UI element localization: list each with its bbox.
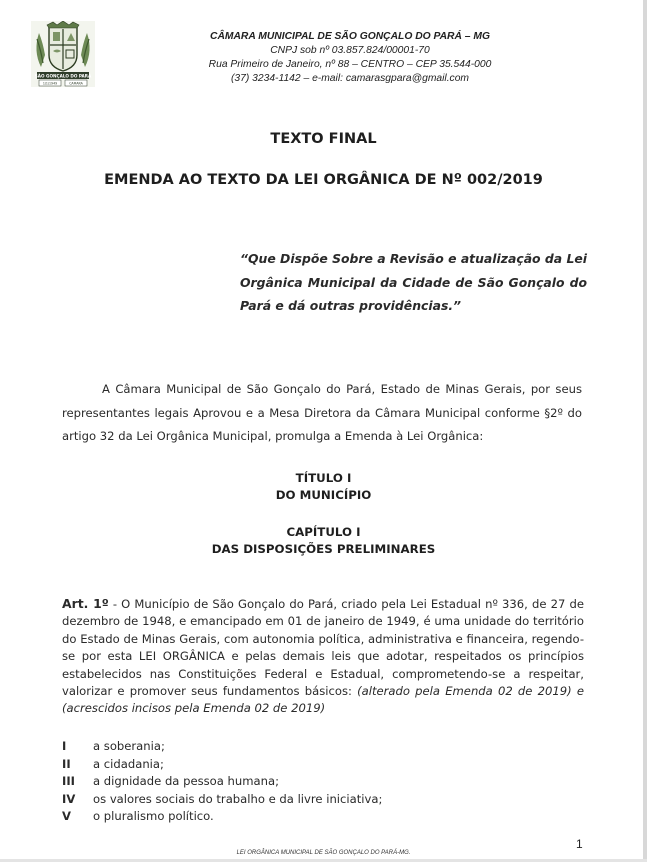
item-roman-numeral: V [62, 809, 71, 824]
page-right-edge [643, 0, 647, 862]
crest-date-right: CAMARA [69, 81, 83, 86]
title-heading [0, 470, 647, 504]
letterhead [150, 30, 550, 86]
item-text: os valores sociais do trabalho e da livre iniciativa; [93, 791, 383, 806]
item-roman-numeral: III [62, 774, 75, 789]
document-subtitle: EMENDA AO TEXTO DA LEI ORGÂNICA DE Nº 002/2019 [104, 172, 543, 188]
page-number: 1 [576, 837, 583, 851]
list-item [62, 773, 382, 791]
item-text: a dignidade da pessoa humana; [93, 774, 279, 789]
letterhead-cnpj: CNPJ sob nº 03.857.824/00001-70 [270, 45, 430, 56]
municipal-crest-logo [31, 21, 95, 87]
article-1-text: - O Município de São Gonçalo do Pará, criado pela Lei Estadual nº 336, de 27 de dezembro de 1948, e emancipado em 01 de janeiro de 1949, é uma unidade do território do Estado de Minas Gerais, com autonomia política, administrativa e financeira, regendo-se por esta LEI ORGÂNICA e pelas demais leis que adotar, respeitados os princípios estabelecidos nas Constituições Federal e Estadual, comprometendo-se a respeitar, valorizar e promover seus fundamentos básicos: [62, 597, 584, 699]
titulo-number: TÍTULO I [295, 471, 352, 485]
chapter-heading [0, 524, 647, 558]
list-item [62, 808, 382, 826]
crest-date-left: 1/1/1949 [42, 81, 58, 86]
letterhead-contact: (37) 3234-1142 – e-mail: camarasgpara@gmail.com [230, 73, 470, 84]
preamble-paragraph [62, 378, 582, 449]
article-1-items [62, 738, 382, 826]
crest-banner-text: SÃO GONÇALO DO PARÁ [34, 73, 92, 79]
document-title: TEXTO FINAL [270, 131, 377, 147]
list-item [62, 738, 382, 756]
list-item [62, 791, 382, 809]
item-roman-numeral: II [62, 756, 71, 771]
item-roman-numeral: IV [62, 791, 76, 806]
list-item [62, 756, 382, 774]
ementa-quote: “Que Dispõe Sobre a Revisão e atualização da Lei Orgânica Municipal da Cidade de São Gonçalo do Pará e dá outras providências.” [240, 251, 587, 313]
article-1-label: Art. 1º [62, 596, 109, 611]
preamble-text: A Câmara Municipal de São Gonçalo do Pará, Estado de Minas Gerais, por seus representantes legais Aprovou e a Mesa Diretora da Câmara Municipal conforme §2º do artigo 32 da Lei Orgânica Municipal, promulga a Emenda à Lei Orgânica: [62, 382, 582, 443]
capitulo-number: CAPÍTULO I [286, 525, 361, 539]
letterhead-institution: CÂMARA MUNICIPAL DE SÃO GONÇALO DO PARÁ – MG [210, 31, 490, 42]
item-roman-numeral: I [62, 739, 67, 753]
titulo-name: DO MUNICÍPIO [275, 488, 372, 502]
letterhead-address: Rua Primeiro de Janeiro, nº 88 – CENTRO – CEP 35.544-000 [208, 59, 492, 70]
capitulo-name: DAS DISPOSIÇÕES PRELIMINARES [211, 542, 436, 556]
page-footer: LEI ORGÂNICA MUNICIPAL DE SÃO GONÇALO DO PARÁ-MG. [236, 850, 411, 856]
article-1-note: (alterado pela Emenda 02 de 2019) e (acrescidos incisos pela Emenda 02 de 2019) [62, 684, 584, 716]
article-1 [62, 595, 584, 718]
item-text: a cidadania; [93, 756, 164, 771]
item-text: a soberania; [93, 739, 165, 753]
item-text: o pluralismo político. [93, 809, 214, 824]
